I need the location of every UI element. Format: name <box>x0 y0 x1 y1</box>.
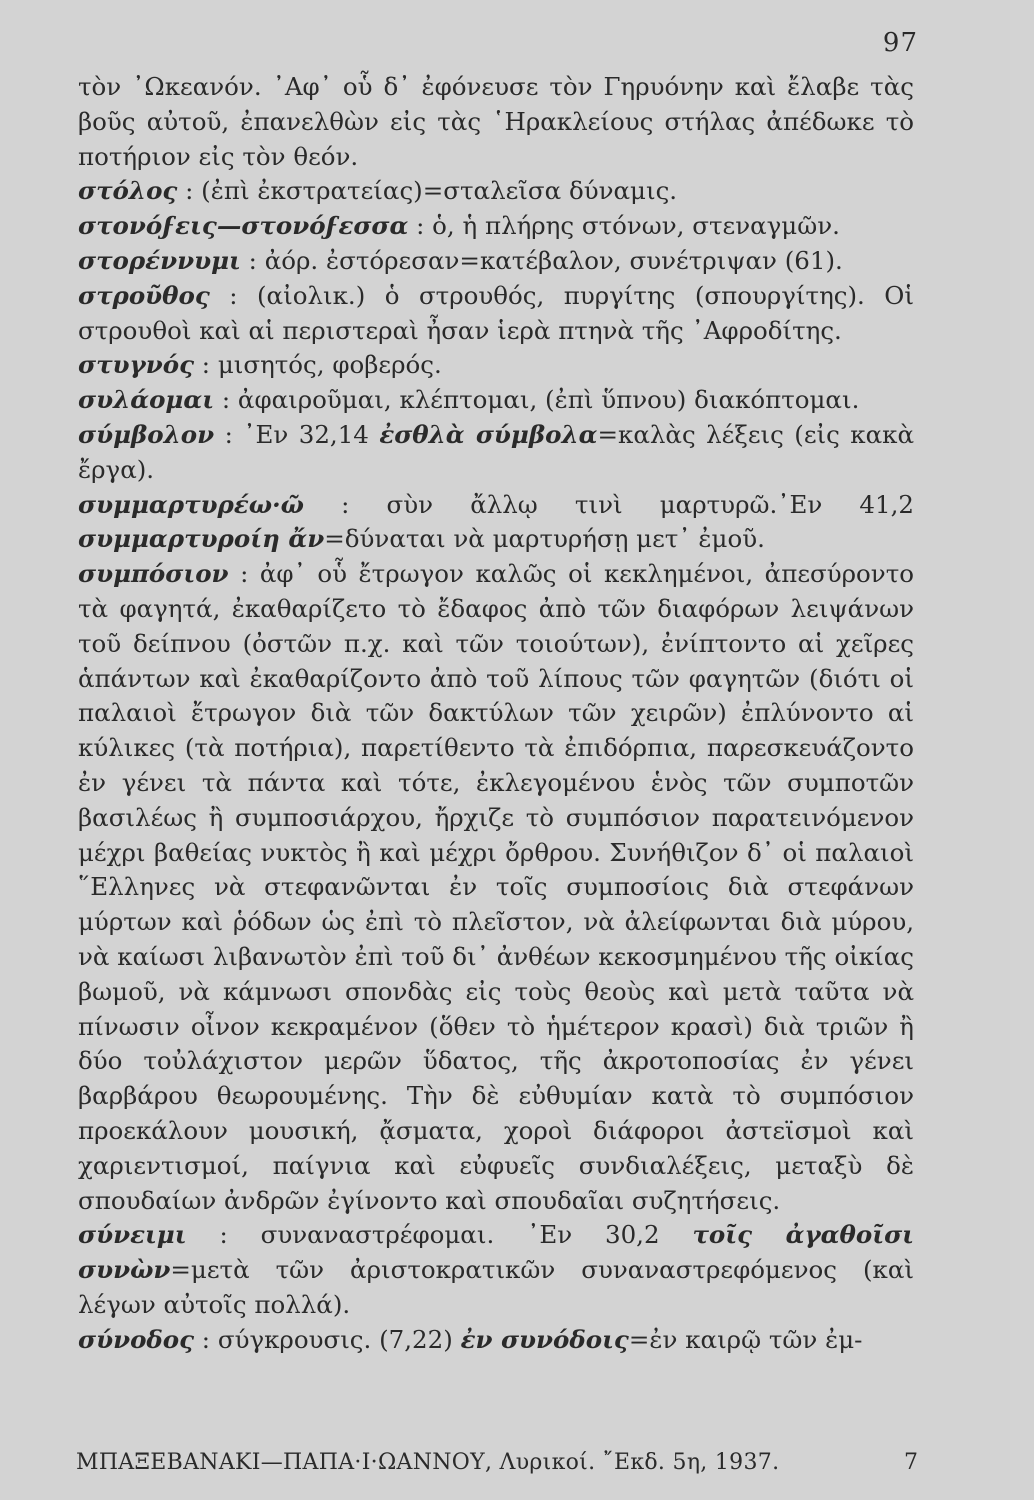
entry-storennymi <box>78 244 914 279</box>
entry-text: : ᾿Εν 32,14 <box>214 419 380 449</box>
entry-symbolon <box>78 418 914 488</box>
page-body <box>78 70 914 1357</box>
entry-lemma: συμπόσιον <box>78 559 229 589</box>
entry-text: : σύγκρουσις. (7,22) <box>194 1324 461 1354</box>
entry-lemma: συλάομαι <box>78 385 215 415</box>
entry-text: : συναναστρέφομαι. ᾿Εν 30,2 <box>186 1220 693 1250</box>
page-number: 97 <box>882 28 918 58</box>
sheet-number: 7 <box>904 1450 918 1475</box>
entry-synodos <box>78 1323 914 1358</box>
entry-lemma: στόλος <box>78 176 178 206</box>
entry-quote: τοῖς ἀγαθοῖσι συνὼν <box>78 1220 914 1285</box>
entry-text: : σὺν ἄλλῳ τινὶ μαρτυρῶ.᾿Εν 41,2 <box>303 489 914 519</box>
entry-quote: ἐν συνόδοις <box>460 1324 629 1354</box>
entry-lemma: στονόϝεις—στονόϝεσσα <box>78 211 409 241</box>
entry-text: : μισητός, φοβερός. <box>193 350 442 380</box>
entry-stygnos <box>78 348 914 383</box>
entry-lemma: συμμαρτυρέω·ῶ <box>78 489 304 519</box>
printer-signature: ΜΠΑΞΕΒΑΝΑΚΙ—ΠΑΠΑ·Ι·ΩΑΝΝΟΥ, Λυρικοί. ῎Εκδ. 5η, 1937. <box>76 1450 780 1475</box>
entry-stolos <box>78 174 914 209</box>
entry-quote: συμμαρτυροίη ἄν <box>78 524 325 554</box>
entry-text-cont: =ἐν καιρῷ τῶν ἐμ- <box>628 1324 863 1354</box>
entry-strouthos <box>78 279 914 349</box>
entry-quote: ἐσθλὰ σύμβολα <box>379 419 598 449</box>
entry-symposion <box>78 557 914 1218</box>
entry-text-cont: =μετὰ τῶν ἀριστοκρατικῶν συναναστρεφόμενος (καὶ λέγων αὐτοῖς πολλά). <box>78 1255 914 1319</box>
entry-text-cont: =καλὰς λέξεις (εἰς κακὰ ἔργα). <box>78 419 915 484</box>
intro-paragraph: τὸν ᾿Ωκεανόν. ᾿Αφ᾿ οὗ δ᾿ ἐφόνευσε τὸν Γηρυόνην καὶ ἔλαβε τὰς βοῦς αὐτοῦ, ἐπανελθὼν εἰς τὰς ῾Ηρακλείους στήλας ἀπέδωκε τὸ ποτήριον εἰς τὸν θεόν. <box>78 72 914 171</box>
entry-sylaomai <box>78 383 914 418</box>
entry-text: : ἀφαιροῦμαι, κλέπτομαι, (ἐπὶ ὕπνου) διακόπτομαι. <box>214 385 860 415</box>
signature-footer <box>76 1450 918 1475</box>
entry-lemma: σύνοδος <box>78 1324 195 1354</box>
entry-symmartyreo <box>78 488 914 558</box>
entry-text: : ἀφ᾿ οὗ ἔτρωγον καλῶς οἱ κεκλημένοι, ἀπεσύροντο τὰ φαγητά, ἐκαθαρίζετο τὸ ἔδαφος ἀπὸ τῶν διαφόρων λειψάνων τοῦ δείπνου (ὀστῶν π.χ. καὶ τῶν τοιούτων), ἐνίπτοντο αἱ χεῖρες ἁπάντων καὶ ἐκαθαρίζοντο ἀπὸ τοῦ λίπους τῶν φαγητῶν (διότι οἱ παλαιοὶ ἔτρωγον διὰ τῶν δακτύλων τῶν χειρῶν) ἐπλύνοντο αἱ κύλικες (τὰ ποτήρια), παρετίθεντο τὰ ἐπιδόρπια, παρεσκευάζοντο ἐν γένει τὰ πάντα καὶ τότε, ἐκλεγομένου ἑνὸς τῶν συμποτῶν βασιλέως ἢ συμποσιάρχου, ἤρχιζε τὸ συμπόσιον παρατεινόμενον μέχρι βαθείας νυκτὸς ἢ καὶ μέχρι ὄρθρου. Συνήθιζον δ᾿ οἱ παλαιοὶ ῞Ελληνες νὰ στεφανῶνται ἐν τοῖς συμποσίοις διὰ στεφάνων μύρτων καὶ ῥόδων ὡς ἐπὶ τὸ πλεῖστον, νὰ ἀλείφωνται διὰ μύρου, νὰ καίωσι λιβανωτὸν ἐπὶ τοῦ δι᾿ ἀνθέων κεκοσμημένου τῆς οἰκίας βωμοῦ, νὰ κάμνωσι σπονδὰς εἰς τοὺς θεοὺς καὶ μετὰ ταῦτα νὰ πίνωσιν οἶνον κεκραμένον (ὅθεν τὸ ἡμέτερον κρασὶ) διὰ τριῶν ἢ δύο τοὐλάχιστον μερῶν ὕδατος, τῆς ἀκροτοποσίας ἐν γένει βαρβάρου θεωρουμένης. Τὴν δὲ εὐθυμίαν κατὰ τὸ συμπόσιον προεκάλουν μουσική, ᾄσματα, χοροὶ διάφοροι ἀστεϊσμοὶ καὶ χαριεντισμοί, παίγνια καὶ εὐφυεῖς συνδιαλέξεις, μεταξὺ δὲ σπουδαίων ἀνδρῶν ἐγίνοντο καὶ σπουδαῖαι συζητήσεις. <box>78 559 914 1215</box>
entry-text: : (αἰολικ.) ὁ στρουθός, πυργίτης (σπουργίτης). Οἱ στρουθοὶ καὶ αἱ περιστεραὶ ἦσαν ἱερὰ πτηνὰ τῆς ᾿Αφροδίτης. <box>78 280 914 345</box>
entry-lemma: σύμβολον <box>78 419 215 449</box>
entry-stonofeis <box>78 209 914 244</box>
entry-text-cont: =δύναται νὰ μαρτυρήσῃ μετ᾿ ἐμοῦ. <box>324 524 765 554</box>
entry-text: : (ἐπὶ ἐκστρατείας)=σταλεῖσα δύναμις. <box>177 176 678 206</box>
entry-syneimi <box>78 1218 914 1322</box>
entry-text: : ὁ, ἡ πλήρης στόνων, στεναγμῶν. <box>408 211 840 241</box>
entry-lemma: σύνειμι <box>78 1220 187 1250</box>
entry-text: : ἀόρ. ἐστόρεσαν=κατέβαλον, συνέτριψαν (61). <box>240 245 843 275</box>
entry-lemma: στορέννυμι <box>78 245 241 275</box>
entry-lemma: στυγνός <box>78 350 194 380</box>
entry-lemma: στροῦθος <box>78 280 210 310</box>
